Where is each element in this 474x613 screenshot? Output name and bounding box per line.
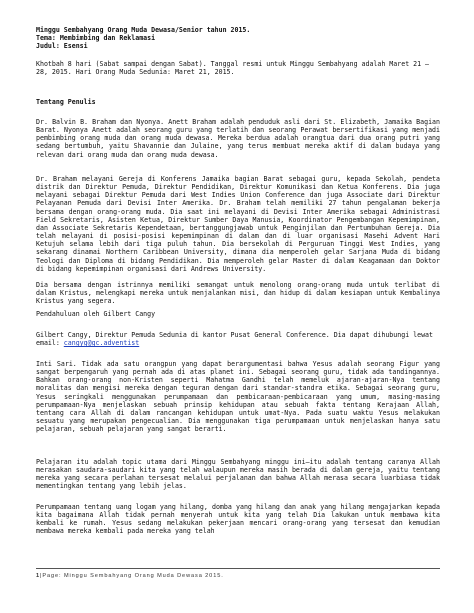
header-line-theme: Tema: Membimbing dan Reklamasi bbox=[36, 34, 156, 43]
khotbah-paragraph: Khotbah 8 hari (Sabat sampai dengan Sabat). Tanggal resmi untuk Minggu Sembahyang adalah Maret 21 – 28, 2015. Hari Orang Muda Sedunia: Maret 21, 2015. bbox=[36, 60, 430, 77]
gilbert-contact bbox=[36, 331, 440, 347]
page-number: 1 bbox=[36, 573, 41, 579]
author-paragraph-2: Dr. Braham melayani Gereja di Konferens Jamaika bagian Barat sebagai guru, kepada Sekolah, pendeta distrik dan Direktur Pemuda, Direktur Pendidikan, Direktur Komunikasi dan Ketua Konferens. Dia juga melayani sebagai Direktur Pemuda dari West Indies Union Conference dan juga Associate dari Direktur Pelayanan Pemuda dari Devisi Inter Amerika. Dr. Braham telah memiliki 27 tahun pengalaman bekerja bersama dengan orang-orang muda. Dia saat ini melayani di Devisi Inter Amerika sebagai Administrasi Field Sekretaris, Asisten Ketua, Direktur Sumber Daya Manusia, Koordinator Pengembangan Kepemimpinan, dan Associate Sekretaris Kependetaan, bertanggungjawab untuk Penginjilan dan Pertumbuhan Gereja. Dia telah melayani di posisi-posisi kepemimpinan di dalam dan di luar organisasi Masehi Advent Hari Ketujuh selama lebih dari tiga puluh tahun. Dia bersekolah di Perguruan Tinggi West Indies, yang sekarang dinamai Northern Caribbean University, dimana dia memperoleh gelar Sarjana Muda di bidang Teologi dan Diploma di bidang Pendidikan. Dia memperoleh gelar Master di dalam Keagamaan dan Doktor di bidang kepemimpinan organisasi dari Andrews University. bbox=[36, 175, 440, 273]
introduction-byline: Pendahuluan oleh Gilbert Cangy bbox=[36, 310, 156, 318]
header-line-title: Judul: Esensi bbox=[36, 42, 88, 51]
author-paragraph-1: Dr. Balvin B. Braham dan Nyonya. Anett Braham adalah penduduk asli dari St. Elizabeth, Jamaika Bagian Barat. Nyonya Anett adalah seorang guru yang terlatih dan seorang Perawat bersertifikasi yang menjadi pembimbing orang muda dan orang muda dewasa. Mereka berdua adalah orangtua dari dua orang putri yang sedang bertumbuh, yaitu Shavannie dan Julaine, yang terus membuat mereka aktif di dalam budaya yang relevan dari orang muda dan orang muda dewasa. bbox=[36, 118, 440, 159]
document-header bbox=[36, 26, 440, 50]
header-line-week-of-prayer: Minggu Sembahyang Orang Muda Dewasa/Senior tahun 2015. bbox=[36, 26, 251, 34]
footer-label: Page: Minggu Sembahyang Orang Muda Dewasa 2015. bbox=[42, 573, 224, 579]
inti-paragraph-1: Inti Sari. Tidak ada satu orangpun yang dapat berargumentasi bahwa Yesus adalah seorang Figur yang sangat berpengaruh yang pernah ada di atas planet ini. Sebagai seorang guru, tidak ada tandingannya. Bahkan orang-orang non-Kristen seperti Mahatma Gandhi telah memeluk ajaran-ajaran-Nya tentang moralitas dan mengisi mereka dengan teguran dengan dari standar-standra etika. Sebagai seorang guru, Yesus seringkali menggunakan perumpamaan dan pembicaraan-pembicaraan yang umum, masing-masing perumpamaan-Nya menjelaskan sebuah prinsip kehidupan atau sebuah fakta tentang Kerajaan Allah, tentang cara Allah di dalam rancangan kehidupan untuk umat-Nya. Pada suatu waktu Yesus melakukan sesuatu yang merupakan pengecualian. Dia menggunakan tiga perumpamaan untuk menjelaskan hanya satu pelajaran, sebuah pelajaran yang sangat berarti. bbox=[36, 360, 440, 434]
gilbert-contact-text: Gilbert Cangy, Direktur Pemuda Sedunia di kantor Pusat General Conference. Dia dapat dihubungi lewat email: bbox=[36, 331, 433, 348]
inti-paragraph-2: Pelajaran itu adalah topic utama dari Minggu Sembahyang minggu ini—itu adalah tentang caranya Allah merasakan saudara-saudari kita yang telah walaupun mereka masih berada di dalam gereja, yaitu tentang mereka yang secara perlahan tersesat melalui perjalanan dan bahwa Allah merasa secara luarbiasa tidak mementingkan tentang yang lebih jelas. bbox=[36, 458, 440, 491]
author-heading: Tentang Penulis bbox=[36, 98, 96, 106]
inti-paragraph-3: Perumpamaan tentang uang logam yang hilang, domba yang hilang dan anak yang hilang mengajarkan kepada kita bagaimana Allah tidak pernah menyerah untuk kita yang telah Dia lakukan untuk membawa kita kembali ke rumah. Yesus sedang melakukan pekerjaan mencari orang-orang yang tersesat dan kemudian membawa mereka kembali pada mereka yang telah bbox=[36, 503, 440, 536]
footer-divider bbox=[36, 568, 440, 569]
page-footer: 1|Page: Minggu Sembahyang Orang Muda Dewasa 2015. bbox=[36, 573, 224, 579]
author-paragraph-3: Dia bersama dengan istrinnya memiliki semangat untuk menolong orang-orang muda untuk terlibat di dalam Kristus, melengkapi mereka untuk menjalankan misi, dan hidup di dalam kesiapan untuk Kembalinya Kristus yang segera. bbox=[36, 281, 440, 306]
email-link[interactable]: cangyg@gc.adventist bbox=[63, 339, 140, 348]
